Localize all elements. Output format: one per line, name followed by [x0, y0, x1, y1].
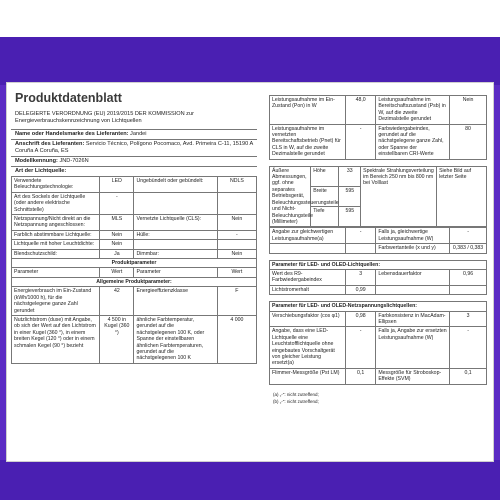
- datasheet-page: [6, 82, 494, 462]
- general-params-header: Allgemeine Produktparameter:: [12, 277, 257, 286]
- equivalence-table: [269, 227, 487, 253]
- dimensions-label: Äußere Abmessungen, ggf. ohne separates Betriebsgerät, Beleuchtungssteuerungsteile und Nicht-Beleuchtungsteile (Millimeter): [270, 166, 311, 227]
- cell: 3: [345, 269, 375, 285]
- cell: Nein: [100, 230, 134, 239]
- column-header-row: [12, 268, 257, 277]
- cell: Angabe, dass eine LED-Lichtquelle eine Leuchtstofflichtquelle ohne eingebautes Vorschaltgerät von gleicher Leistung ersetzt(a): [270, 327, 346, 368]
- dim-value: 595: [339, 186, 361, 206]
- cell: -: [217, 230, 256, 239]
- cell: Ja: [100, 249, 134, 258]
- right-column: [269, 95, 487, 405]
- address-label: Anschrift des Lieferanten:: [15, 141, 85, 147]
- cell: -: [450, 228, 487, 244]
- cell: Leistungsaufnahme im vernetzten Bereitschaftsbetrieb (Pnet) für CLS in W, auf die zweite Dezimalstelle gerundet: [270, 124, 346, 159]
- mains-params-header: Parameter für LED- und OLED-Netzspannungslichtquellen:: [270, 302, 487, 311]
- spectral-label: Spektrale Strahlungsverteilung im Bereich 250 nm bis 800 nm bei Volllast: [361, 166, 437, 227]
- cell: 4 000: [217, 315, 256, 363]
- cell: 0,96: [450, 269, 487, 285]
- cell: Angabe zur gleichwertigen Leistungsaufnahme(a): [270, 228, 346, 244]
- cell: Vernetzte Lichtquelle (CLS):: [134, 215, 217, 231]
- net-header-row: [270, 302, 487, 311]
- cell: Messgröße für Stroboskop-Effekte (SVM): [376, 368, 450, 384]
- column-header: Wert: [217, 268, 256, 277]
- page-title: Produktdatenblatt: [15, 91, 122, 105]
- cell: Lichtstromerhalt: [270, 285, 346, 294]
- cell: 3: [450, 311, 487, 327]
- cell: [217, 240, 256, 249]
- table-row: [12, 177, 257, 193]
- table-row: [12, 315, 257, 363]
- cell: Wert des R9-Farbwiedergabeindex: [270, 269, 346, 285]
- cell: Netzspannung/Nicht direkt an die Netzspannung angeschlossen:: [12, 215, 100, 231]
- table-row: [12, 287, 257, 316]
- dim-value: 595: [339, 207, 361, 227]
- params-header: Produktparameter: [12, 259, 257, 268]
- cell: 80: [450, 124, 487, 159]
- cell: Hülle:: [134, 230, 217, 239]
- cell: Nein: [217, 215, 256, 231]
- cell: Lichtquelle mit hoher Leuchtdichte:: [12, 240, 100, 249]
- top-color-band: [0, 37, 500, 85]
- right-color-band: [494, 85, 500, 460]
- led-params-table: [269, 260, 487, 296]
- cell: 0,1: [450, 368, 487, 384]
- cell: -: [345, 124, 375, 159]
- cell: Nutzlichtstrom (duse) mit Angabe, ob sich der Wert auf den Lichtstrom in einer Kugel (360 °), in einem breiten Kegel (120 °) oder in einem schmalen Kegel (90 °) bezieht: [12, 315, 100, 363]
- cell: Flimmer-Messgröße (Pst LM): [270, 368, 346, 384]
- general-header-row: [12, 277, 257, 286]
- table-row: [270, 228, 487, 244]
- dim-name: Tiefe: [311, 207, 339, 227]
- cell: Ungebündelt oder gebündelt:: [134, 177, 217, 193]
- regulation-text: DELEGIERTE VERORDNUNG (EU) 2019/2015 DER KOMMISSION zur Energieverbrauchskennzeichnung von Lichtquellen: [15, 111, 194, 124]
- cell: [134, 240, 217, 249]
- cell: [345, 244, 375, 253]
- column-header: Parameter: [12, 268, 100, 277]
- left-column: [11, 89, 257, 364]
- supplier-value: Jandei: [130, 131, 147, 137]
- table-row: [270, 166, 487, 186]
- cell: MLS: [100, 215, 134, 231]
- cell: -: [345, 327, 375, 368]
- dim-name: Breite: [311, 186, 339, 206]
- table-row: [12, 215, 257, 231]
- cell: Verschiebungsfaktor (cos φ1): [270, 311, 346, 327]
- mains-params-table: [269, 301, 487, 384]
- cell: 42: [100, 287, 134, 316]
- cell: -: [100, 192, 134, 214]
- cell: 0,383 / 0,383: [450, 244, 487, 253]
- column-header: Wert: [100, 268, 134, 277]
- table-row: [270, 311, 487, 327]
- cell: Lebensdauerfaktor: [376, 269, 450, 285]
- table-row: [12, 249, 257, 258]
- supplier-row: [11, 129, 257, 139]
- table-row: [12, 230, 257, 239]
- power-table: [269, 95, 487, 160]
- lightsource-type-row: Art der Lichtquelle:: [11, 166, 257, 176]
- table-row: [270, 96, 487, 125]
- cell: Energieverbrauch im Ein-Zustand (kWh/1000 h), für die nächstgelegene ganze Zahl gerundet: [12, 287, 100, 316]
- table-row: [270, 124, 487, 159]
- cell: Falls ja, Angabe zur ersetzten Leistungsaufnahme (W): [376, 327, 450, 368]
- params-header-row: [12, 259, 257, 268]
- model-label: Modellkennung:: [15, 158, 58, 164]
- dimensions-table: [269, 166, 487, 228]
- cell: Nein: [217, 249, 256, 258]
- cell: 4 500 in Kugel (360 °): [100, 315, 134, 363]
- table-row: [12, 192, 257, 214]
- dim-value: 33: [339, 166, 361, 186]
- cell: Blendschutzschild:: [12, 249, 100, 258]
- cell: F: [217, 287, 256, 316]
- cell: Leistungsaufnahme im Ein-Zustand (Pon) in W: [270, 96, 346, 125]
- cell: 0,98: [345, 311, 375, 327]
- model-value: JND-7026N: [59, 158, 89, 164]
- led-header-row: [270, 260, 487, 269]
- cell: [376, 285, 450, 294]
- cell: 0,99: [345, 285, 375, 294]
- cell: Energieeffizienzklasse: [134, 287, 217, 316]
- table-row: [270, 285, 487, 294]
- cell: Nein: [100, 240, 134, 249]
- cell: Farblich abstimmbare Lichtquelle:: [12, 230, 100, 239]
- cell: Nein: [450, 96, 487, 125]
- table-row: [270, 244, 487, 253]
- table-row: [270, 327, 487, 368]
- address-row: [11, 139, 257, 156]
- footnote: (b) „-": nicht zutreffend;: [273, 398, 319, 404]
- column-header: Parameter: [134, 268, 217, 277]
- model-row: [11, 156, 257, 166]
- cell: Farbwertanteile (x und y): [376, 244, 450, 253]
- table-row: [12, 240, 257, 249]
- footnote: (a) „-": nicht zutreffend;: [273, 391, 319, 397]
- table-row: [270, 269, 487, 285]
- led-params-header: Parameter für LED- und OLED-Lichtquellen:: [270, 260, 487, 269]
- cell: 48,0: [345, 96, 375, 125]
- lightsource-table: [11, 176, 257, 364]
- cell: [450, 285, 487, 294]
- cell: [270, 244, 346, 253]
- supplier-label: Name oder Handelsmarke des Lieferanten:: [15, 131, 129, 137]
- cell: -: [345, 228, 375, 244]
- cell: Farbkonsistenz in MacAdam-Ellipsen: [376, 311, 450, 327]
- cell: ähnliche Farbtemperatur, gerundet auf die nächstgelegenen 100 K, oder Spanne der einstellbaren ähnlichen Farbtemperaturen, gerundet auf die nächstgelegenen 100 K: [134, 315, 217, 363]
- cell: Art des Sockels der Lichtquelle (oder andere elektrische Schnittstelle): [12, 192, 100, 214]
- cell: Leistungsaufnahme im Bereitschaftszustand (Psb) in W, auf die zweite Dezimalstelle gerundet: [376, 96, 450, 125]
- cell: [217, 192, 256, 214]
- bottom-color-band: [0, 460, 500, 500]
- spectral-value: Siehe Bild auf letzter Seite: [437, 166, 487, 227]
- cell: 0,1: [345, 368, 375, 384]
- cell: [134, 192, 217, 214]
- cell: Dimmbar:: [134, 249, 217, 258]
- cell: NDLS: [217, 177, 256, 193]
- cell: Farbwiedergabeindex, gerundet auf die nächstgelegene ganze Zahl, oder Spanne der einstellbaren CRI-Werte: [376, 124, 450, 159]
- cell: -: [450, 327, 487, 368]
- cell: Verwendete Beleuchtungstechnologie:: [12, 177, 100, 193]
- dim-name: Höhe: [311, 166, 339, 186]
- table-row: [270, 368, 487, 384]
- cell: LED: [100, 177, 134, 193]
- cell: Falls ja, gleichwertige Leistungsaufnahme (W): [376, 228, 450, 244]
- address-value: Servicio Técnico, Polígono Pocomaco, Avd. Primeira C-11, 15190 A Coruña A Coruña, ES: [15, 141, 253, 154]
